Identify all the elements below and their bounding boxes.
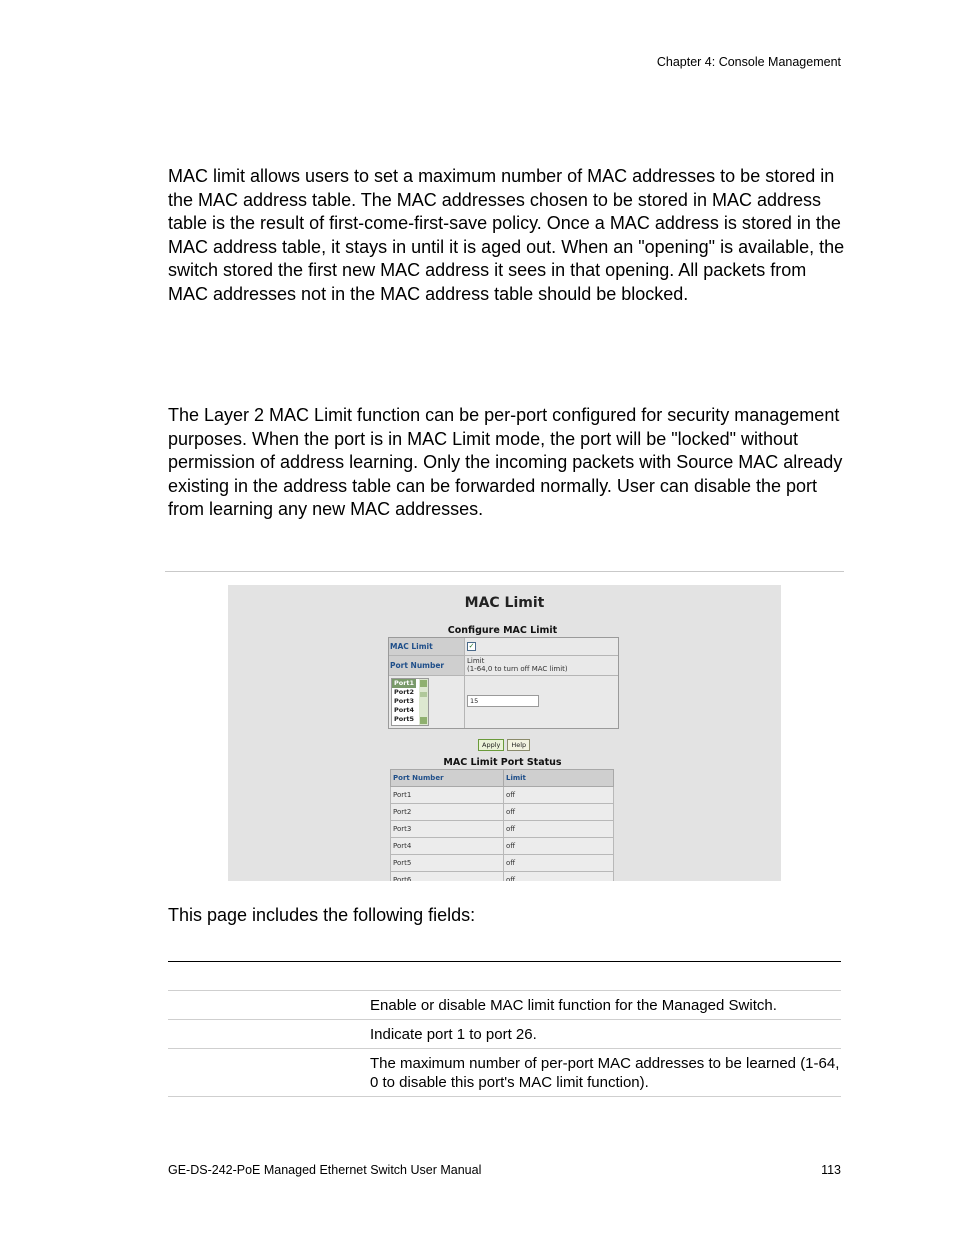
mac-limit-function-paragraph: The Layer 2 MAC Limit function can be per-port configured for security management purposes. When the port is in MAC Limit mode, the port will be "locked" without permission of address learning. Only the incoming packets with Source MAC already existing in the address table can be forwarded normally. User can disable the port from learning any new MAC addresses. <box>168 405 843 519</box>
port-number-row <box>389 656 618 676</box>
limit-cell: off <box>504 872 614 882</box>
limit-input[interactable]: 15 <box>467 695 539 707</box>
mac-limit-screenshot <box>228 585 781 881</box>
scroll-down-icon[interactable] <box>420 717 427 724</box>
table-header-row <box>391 770 614 787</box>
section-divider <box>165 571 844 572</box>
port-select-row <box>389 676 618 728</box>
port-cell: Port5 <box>391 855 504 872</box>
port-option[interactable]: Port5 <box>394 715 415 723</box>
help-button[interactable]: Help <box>507 739 530 751</box>
scroll-thumb[interactable] <box>420 692 427 697</box>
apply-button[interactable]: Apply <box>478 739 504 751</box>
chapter-header: Chapter 4: Console Management <box>656 55 841 69</box>
configure-mac-limit-form <box>388 637 619 729</box>
port-option[interactable]: Port3 <box>394 697 415 705</box>
port-cell: Port2 <box>391 804 504 821</box>
field-row <box>168 990 841 1020</box>
field-row <box>168 1048 841 1097</box>
form-buttons <box>478 732 533 751</box>
field-row <box>168 1019 841 1049</box>
configure-mac-limit-title: Configure MAC Limit <box>447 625 558 636</box>
mac-limit-row <box>389 638 618 656</box>
port-cell: Port6 <box>391 872 504 882</box>
manual-title-footer: GE-DS-242-PoE Managed Ethernet Switch User Manual <box>168 1163 482 1177</box>
limit-cell: off <box>504 804 614 821</box>
limit-cell: off <box>504 838 614 855</box>
port-cell: Port1 <box>391 787 504 804</box>
mac-limit-checkbox[interactable]: ✓ <box>468 642 475 650</box>
fields-table-bottom-rule <box>168 1096 841 1097</box>
page-number: 113 <box>821 1163 841 1177</box>
table-row <box>391 787 614 804</box>
mac-limit-intro-paragraph: MAC limit allows users to set a maximum number of MAC addresses to be stored in the MAC address table. The MAC addresses chosen to be stored in MAC address table is the result of first-come-first-save policy. Once a MAC address is stored in the MAC address table, it stays in until it is aged out. When an "opening" is available, the switch stored the first new MAC address it sees in that opening. All packets from MAC addresses not in the MAC address table should be blocked. <box>168 166 845 304</box>
port-select-list[interactable] <box>391 678 429 726</box>
limit-cell: off <box>504 787 614 804</box>
mac-limit-label: MAC Limit <box>389 638 465 655</box>
fields-intro: This page includes the following fields: <box>168 905 476 925</box>
port-option[interactable]: Port2 <box>394 688 415 696</box>
port-option[interactable]: Port4 <box>394 706 415 714</box>
fields-table-top-rule <box>168 961 841 962</box>
field-description: Indicate port 1 to port 26. <box>370 1026 537 1043</box>
port-number-label: Port Number <box>389 656 465 675</box>
port-list-scrollbar[interactable] <box>419 679 428 725</box>
scroll-up-icon[interactable] <box>420 680 427 687</box>
table-row <box>391 855 614 872</box>
table-row <box>391 838 614 855</box>
field-description: Enable or disable MAC limit function for the Managed Switch. <box>370 997 777 1014</box>
limit-cell: off <box>504 821 614 838</box>
limit-hint: (1-64,0 to turn off MAC limit) <box>467 665 568 673</box>
mac-limit-port-status-table <box>390 769 614 881</box>
table-row <box>391 804 614 821</box>
port-cell: Port4 <box>391 838 504 855</box>
port-option[interactable]: Port1 <box>394 679 415 687</box>
limit-cell: off <box>504 855 614 872</box>
port-cell: Port3 <box>391 821 504 838</box>
limit-header: Limit <box>504 770 614 787</box>
limit-label: Limit <box>467 657 485 665</box>
screenshot-title: MAC Limit <box>464 595 545 611</box>
port-status-title: MAC Limit Port Status <box>443 757 562 768</box>
table-row <box>391 872 614 882</box>
table-row <box>391 821 614 838</box>
field-description: The maximum number of per-port MAC addresses to be learned (1-64, 0 to disable this port's MAC limit function). <box>370 1055 840 1091</box>
port-number-header: Port Number <box>391 770 504 787</box>
